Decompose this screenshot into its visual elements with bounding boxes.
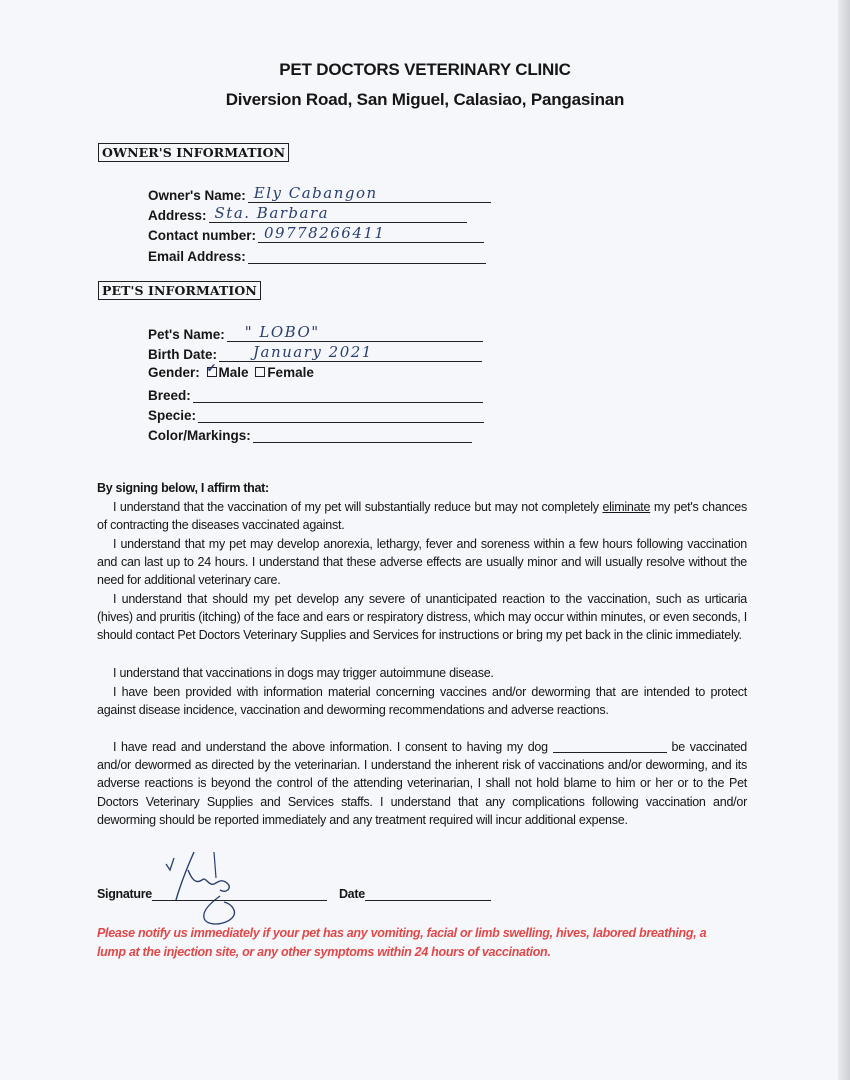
email-line[interactable] [248,247,486,264]
notice-text: Please notify us immediately if your pet has any vomiting, facial or limb swelling, hives, labored breathing, a lump at the injection site, or any other symptoms within 24 hours of vaccination. [97,926,707,959]
affirm-paragraph-1 [97,498,747,534]
email-field[interactable] [148,246,486,264]
male-label: Male [218,365,249,380]
contact-value: 09778266411 [264,224,386,242]
signature-label: Signature [97,887,152,901]
color-markings-field[interactable] [148,425,472,443]
date-label: Date [338,887,365,901]
female-label: Female [267,365,314,380]
address-value: Sta. Barbara [214,204,330,222]
page-edge-shadow [838,0,850,1080]
breed-label: Breed: [148,388,191,403]
birth-date-field[interactable] [148,344,482,362]
breed-line[interactable] [193,386,483,403]
contact-line[interactable] [258,226,484,243]
specie-line[interactable] [198,406,484,423]
affirm-paragraph-2: I understand that my pet may develop anorexia, lethargy, fever and soreness within a few hours following vaccination and can last up to 24 hours. I understand that these adverse effects are usually minor and will usually resolve without the need for additional veterinary care. [97,537,747,588]
affirm-paragraph-4: I understand that vaccinations in dogs may trigger autoimmune disease. [113,666,494,680]
owner-section-title: OWNER'S INFORMATION [98,143,289,162]
birth-date-label: Birth Date: [148,347,218,362]
breed-field[interactable] [148,385,483,403]
birth-date-value: January 2021 [253,343,373,361]
pet-section-title: PET'S INFORMATION [98,281,261,300]
specie-field[interactable] [148,405,484,423]
gender-label: Gender: [148,365,200,380]
clinic-name: PET DOCTORS VETERINARY CLINIC [279,60,571,79]
pet-name-line[interactable] [227,325,483,342]
affirm-p1-underlined: eliminate [602,500,651,514]
affirm-p6-b: be vaccinated and/or dewormed as directed by the veterinarian. I understand the inherent risk of vaccinations and/or deworming, and its adverse reactions is beyond the control of the attending veterinarian, I shall not hold blame to him or her or to the Pet Doctors Veterinary Supplies and Services staffs. I understand that any complications following vaccination and/or deworming should be reported immediately and any treatment required will incur additional expense. [97,740,747,827]
male-checkbox[interactable] [207,367,217,377]
birth-date-line[interactable] [219,345,482,362]
signature-line[interactable] [152,886,327,901]
pet-name-label: Pet's Name: [148,327,225,342]
owner-name-field[interactable] [148,185,491,203]
email-label: Email Address: [148,249,246,264]
address-line[interactable] [209,206,467,223]
pet-name-value: " LOBO" [244,323,320,341]
affirm-paragraph-6 [97,738,747,829]
date-line[interactable] [365,886,491,901]
affirm-p1-a: I understand that the vaccination of my pet will substantially reduce but may not completely [113,500,603,514]
affirm-p1-b: my pet's chances of contracting the diseases vaccinated against. [97,500,747,533]
pet-name-field[interactable] [148,324,483,342]
specie-label: Specie: [148,408,197,423]
affirm-paragraph-5: I have been provided with information material concerning vaccines and/or deworming that are intended to protect against disease incidence, vaccination and deworming recommendations and adverse reactions. [97,685,747,718]
clinic-address: Diversion Road, San Miguel, Calasiao, Pangasinan [225,90,625,109]
affirm-paragraph-3: I understand that should my pet develop any severe of unanticipated reaction to the vaccination, such as urticaria (hives) and pruritis (itching) of the face and ears or respiratory distress, which may occur within minutes, or even seconds, I should contact Pet Doctors Veterinary Supplies and Services for instructions or bring my pet back in the clinic immediately. [97,592,747,643]
address-label: Address: [148,208,207,223]
address-field[interactable] [148,205,467,223]
affirm-title: By signing below, I affirm that: [97,481,269,495]
dog-name-blank[interactable] [553,740,667,753]
contact-field[interactable] [148,225,484,243]
female-checkbox[interactable] [255,367,265,377]
affirm-p6-a: I have read and understand the above information. I consent to having my dog [113,740,553,754]
color-markings-label: Color/Markings: [148,428,251,443]
owner-name-line[interactable] [248,186,491,203]
gender-field [148,365,314,380]
signature-row [97,886,491,901]
owner-name-label: Owner's Name: [148,188,246,203]
color-markings-line[interactable] [253,426,472,443]
contact-label: Contact number: [148,228,256,243]
owner-name-value: Ely Cabangon [253,184,378,202]
